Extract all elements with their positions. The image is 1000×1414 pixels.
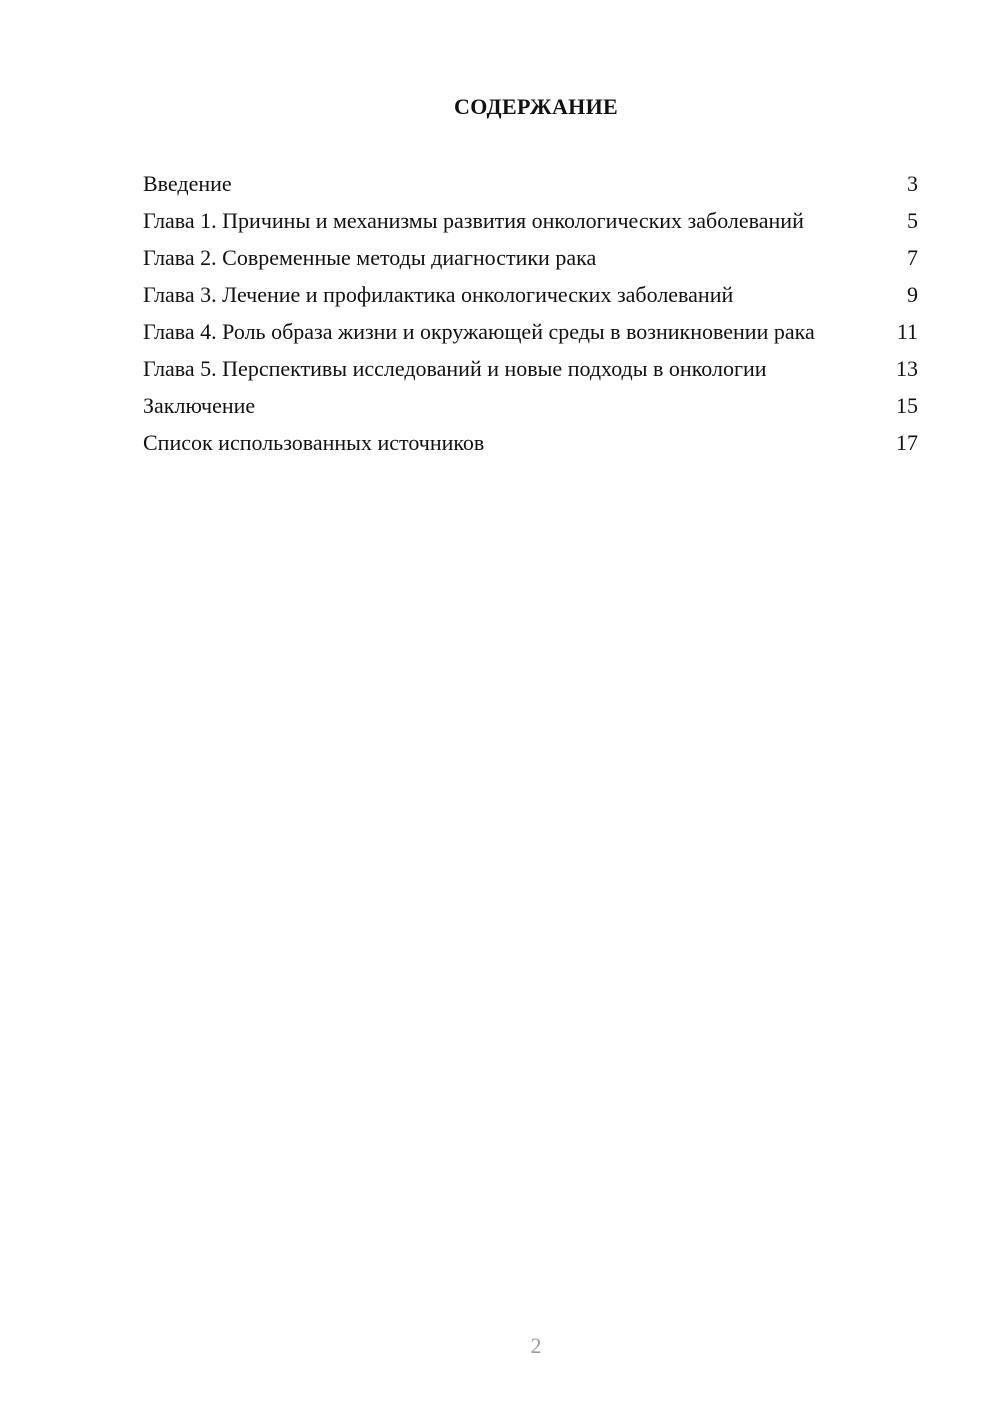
- toc-entry-text: Глава 1. Причины и механизмы развития онкологических заболеваний: [143, 208, 804, 233]
- toc-entry-text: Глава 2. Современные методы диагностики рака: [143, 245, 597, 270]
- toc-entry-text: Глава 3. Лечение и профилактика онкологических заболеваний: [143, 282, 734, 307]
- toc-entry-page: 17: [896, 430, 918, 455]
- toc-entry-page: 9: [907, 282, 918, 307]
- toc-entry-chapter-1: [143, 207, 918, 235]
- toc-entry-page: 15: [896, 393, 918, 418]
- toc-entry-page: 13: [896, 356, 918, 381]
- toc-entry-chapter-3: [143, 281, 918, 309]
- toc-entry-text: Введение: [143, 171, 232, 196]
- page-title: СОДЕРЖАНИЕ: [454, 94, 618, 119]
- toc-entry-conclusion: [143, 392, 918, 420]
- toc-entry-chapter-4: [143, 318, 918, 346]
- toc-entry-text: Заключение: [143, 393, 256, 418]
- toc-entry-references: [143, 429, 918, 457]
- toc-entry-text: Глава 5. Перспективы исследований и новые подходы в онкологии: [143, 356, 767, 381]
- toc-entry-text: Список использованных источников: [143, 430, 485, 455]
- toc-entry-chapter-2: [143, 244, 918, 272]
- toc-entry-chapter-5: [143, 355, 918, 383]
- page-number: 2: [530, 1333, 542, 1358]
- toc-entry-page: 7: [907, 245, 918, 270]
- toc-entry-page: 11: [896, 319, 918, 344]
- toc-entry-page: 3: [907, 171, 918, 196]
- toc-entry-page: 5: [907, 208, 918, 233]
- toc-entry-text: Глава 4. Роль образа жизни и окружающей среды в возникновении рака: [143, 319, 815, 344]
- toc-entry-introduction: [143, 170, 918, 198]
- table-of-contents: [143, 170, 918, 466]
